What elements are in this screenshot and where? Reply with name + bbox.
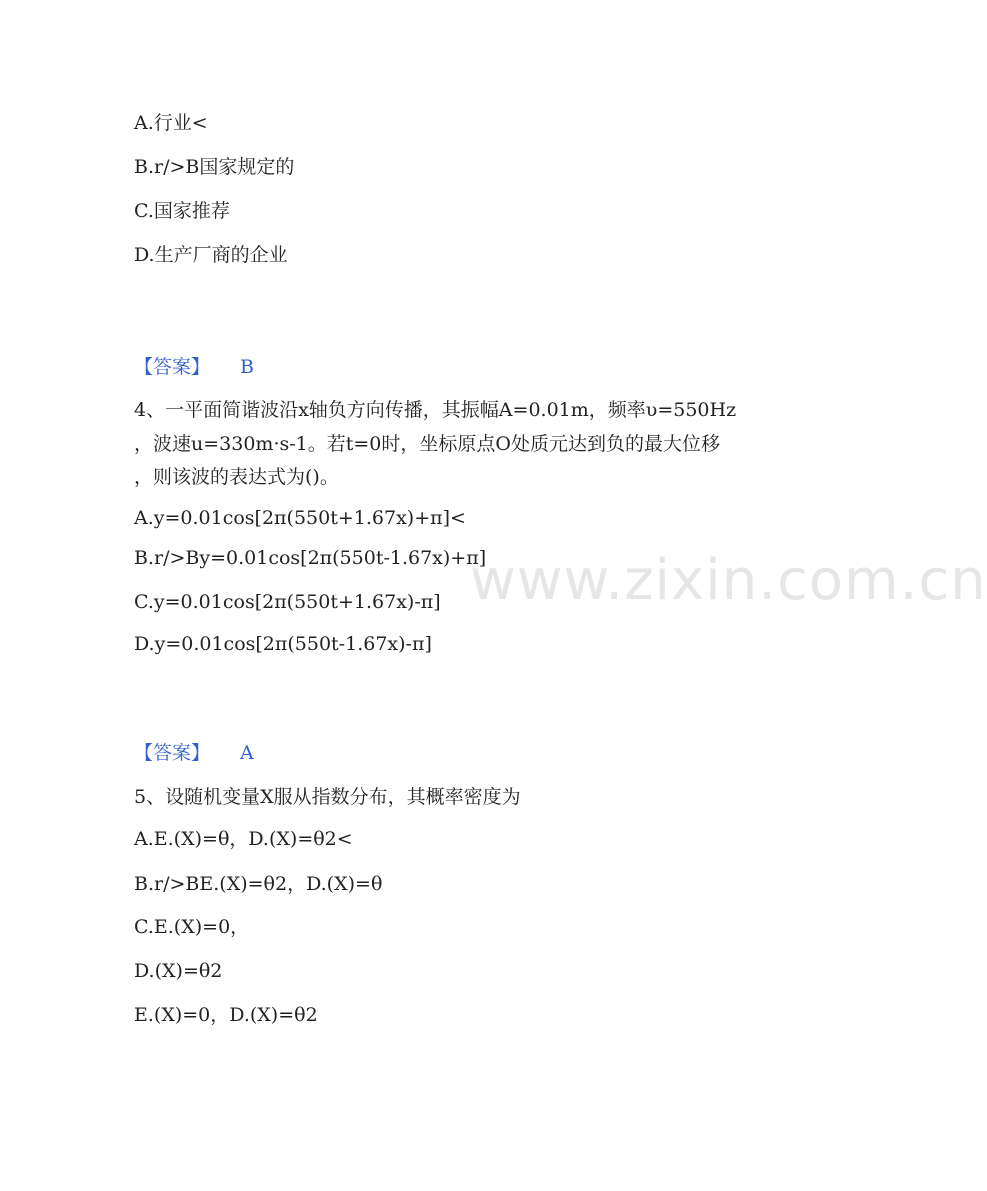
q3-option-b: B.r/>B国家规定的 (134, 156, 295, 178)
q5-stem: 5、设随机变量X服从指数分布，其概率密度为 (134, 786, 521, 808)
q4-option-c: C.y=0.01cos[2π(550t+1.67x)-π] (134, 591, 441, 613)
q5-option-d: D.(X)=θ2 (134, 960, 223, 982)
q4-option-b: B.r/>By=0.01cos[2π(550t-1.67x)+π] (134, 547, 487, 569)
q3-option-c: C.国家推荐 (134, 200, 230, 222)
answer-3 (134, 355, 254, 379)
q5-option-c: C.E.(X)=0， (134, 916, 250, 938)
answer-tag: 【答案】 (134, 356, 211, 378)
q4-stem-line-3: ，则该波的表达式为()。 (134, 466, 339, 488)
q3-option-d: D.生产厂商的企业 (134, 244, 288, 266)
answer-4 (134, 741, 254, 765)
q4-option-d: D.y=0.01cos[2π(550t-1.67x)-π] (134, 633, 432, 655)
q4-stem-line-1: 4、一平面简谐波沿x轴负方向传播，其振幅A=0.01m，频率υ=550Hz (134, 399, 737, 421)
q4-stem-line-2: ，波速u=330m·s-1。若t=0时，坐标原点O处质元达到负的最大位移 (134, 433, 720, 455)
q4-option-a: A.y=0.01cos[2π(550t+1.67x)+π]< (134, 507, 466, 529)
q5-option-e: E.(X)=0，D.(X)=θ2 (134, 1004, 318, 1026)
answer-value: B (240, 356, 254, 378)
q5-option-a: A.E.(X)=θ，D.(X)=θ2< (134, 828, 353, 850)
q3-option-a: A.行业< (134, 112, 208, 134)
q5-option-b: B.r/>BE.(X)=θ2，D.(X)=θ (134, 873, 383, 895)
answer-tag: 【答案】 (134, 742, 211, 764)
answer-value: A (240, 742, 254, 764)
watermark: www.zixin.com.cn (470, 548, 987, 613)
